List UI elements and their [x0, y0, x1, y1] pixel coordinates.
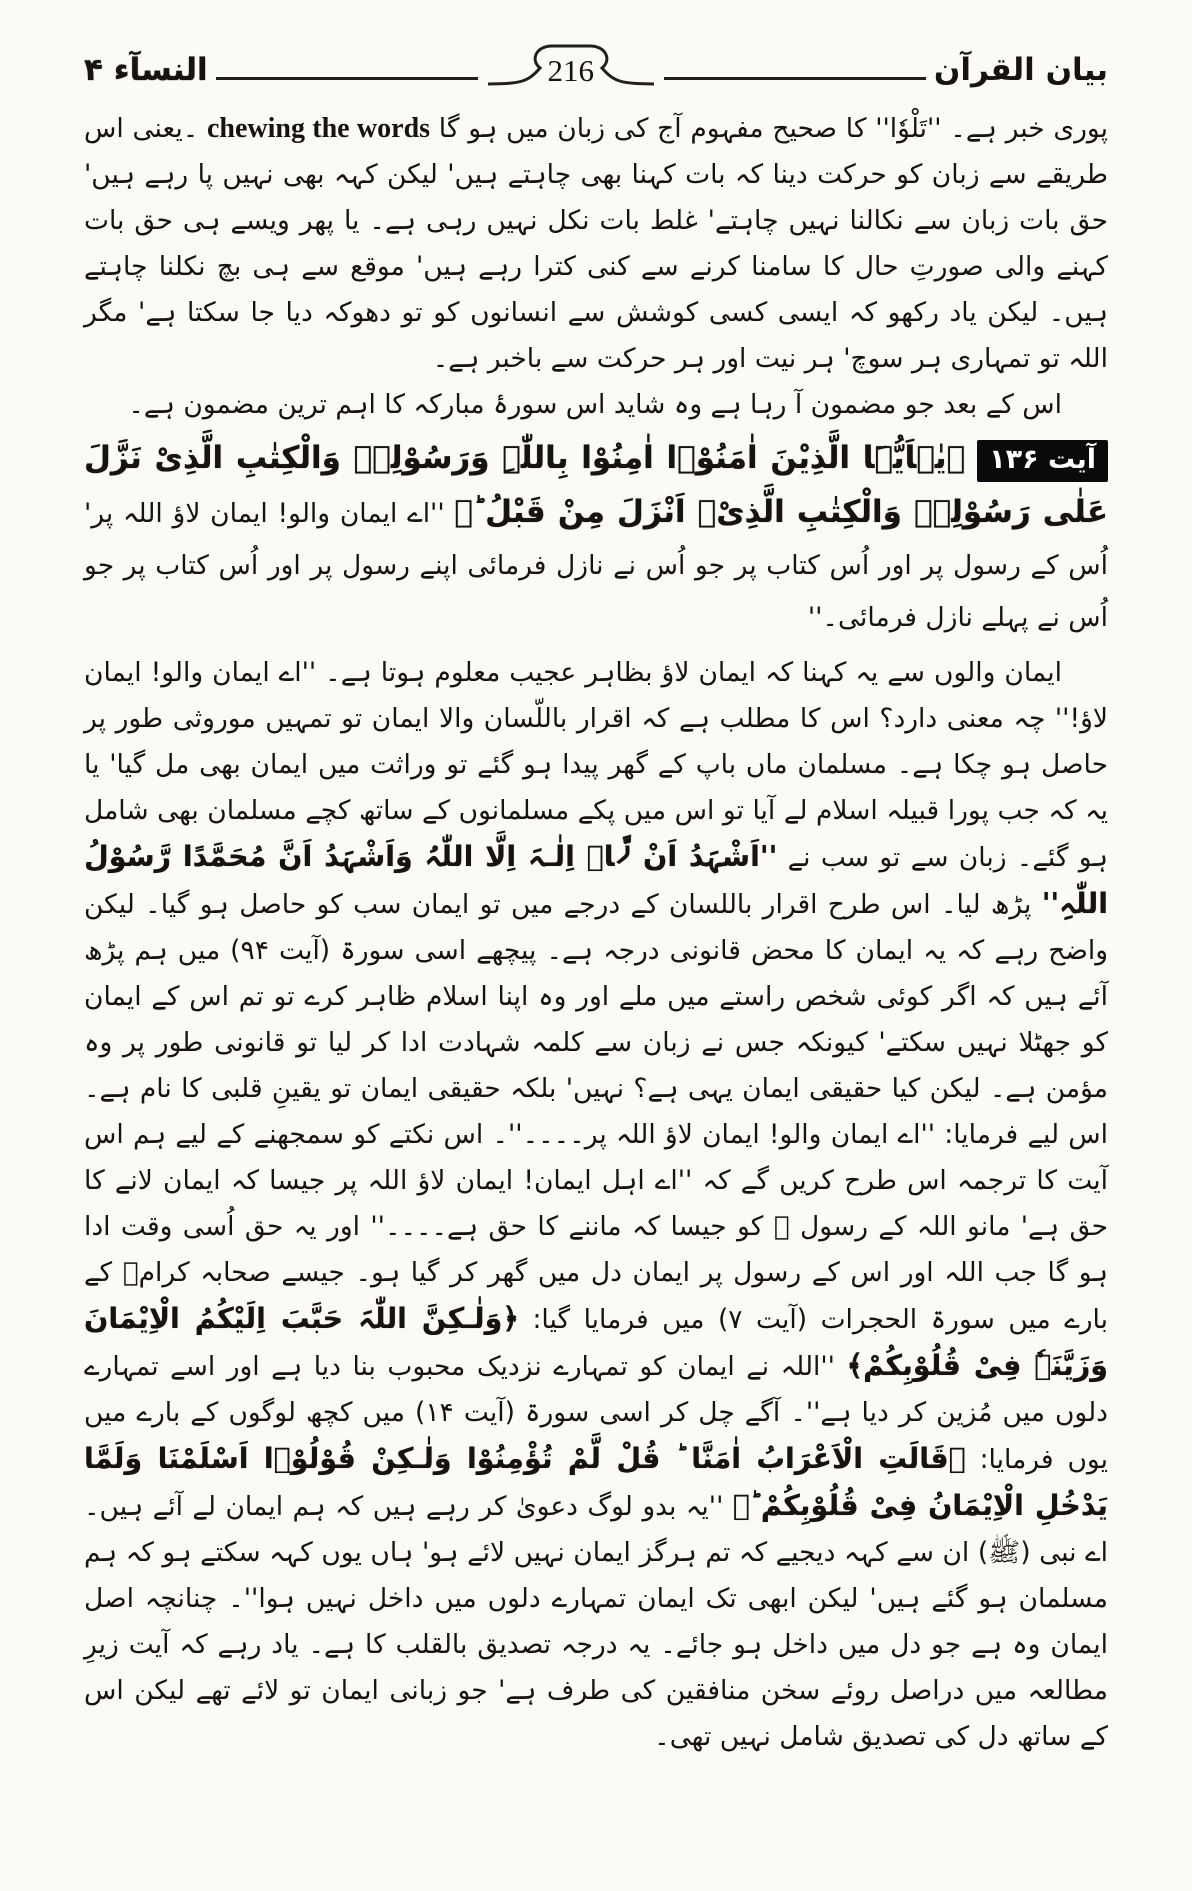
urdu-text: اس کے بعد جو مضمون آ رہا ہے وہ شاید اس سورۂ مبارکہ کا اہم ترین مضمون ہے۔	[128, 389, 1062, 420]
page-header	[84, 30, 1108, 94]
urdu-text: پڑھ لیا۔ اس طرح اقرار باللسان کے درجے میں تو ایمان سب کو حاصل ہو گیا۔ لیکن واضح رہے کہ یہ ایمان کا محض قانونی درجہ ہے۔ پیچھے اسی سورۃ (آیت ۹۴) میں ہم پڑھ آئے ہیں کہ اگر کوئی شخص راستے میں ملے اور وہ اپنا اسلام ظاہر کرے تو تم اس کے ایمان کو جھٹلا نہیں سکتے' کیونکہ جس نے زبان سے کلمہ شہادت ادا کر لیا تو قانونی طور پر وہ مؤمن ہے۔ لیکن کیا حقیقی ایمان یہی ہے؟ نہیں' بلکہ حقیقی ایمان تو یقینِ قلبی کا نام ہے۔ اس لیے فرمایا: ''اے ایمان والو! ایمان لاؤ اللہ پر۔۔۔۔''۔ اس نکتے کو سمجھنے کے لیے ہم اس آیت کا ترجمہ اس طرح کریں گے کہ ''اے اہل ایمان! ایمان لاؤ اللہ پر جیسا کہ ایمان لانے کا حق ہے' مانو اللہ کے رسول ﷺ کو جیسا کہ ماننے کا حق ہے۔۔۔۔'' اور یہ حق اُسی وقت ادا ہو گا جب اللہ اور اس کے رسول پر ایمان دل میں گھر کر گیا ہو۔ جیسے صحابہ کرامؓ کے بارے میں سورۃ الحجرات (آیت ۷) میں فرمایا گیا:	[84, 889, 1108, 1335]
paragraph-commentary	[84, 650, 1108, 1760]
header-rule-right	[664, 77, 926, 80]
urdu-text: پوری خبر ہے۔ ''تَلْوٗا'' کا صحیح مفہوم آج کی زبان میں ہو گا	[430, 113, 1108, 144]
urdu-text: ''یہ بدو لوگ دعویٰ کر رہے ہیں کہ ہم ایمان لے آئے ہیں۔ اے نبی (ﷺ) ان سے کہہ دیجیے کہ تم ہرگز ایمان نہیں لائے ہو' ہاں یوں کہہ سکتے ہو کہ ہم مسلمان ہو گئے ہیں' لیکن ابھی تک ایمان تمہارے دلوں میں داخل نہیں ہوا''۔ چنانچہ اصل ایمان وہ ہے جو دل میں داخل ہو جائے۔ یہ درجہ تصدیق بالقلب کا ہے۔ یاد رہے کہ آیت زیرِ مطالعہ میں دراصل روئے سخن منافقین کی طرف ہے' جو زبانی ایمان تو لائے تھے لیکن اس کے ساتھ دل کی تصدیق شامل نہیں تھی۔	[84, 1491, 1108, 1752]
urdu-text: ایمان والوں سے یہ کہنا کہ ایمان لاؤ بظاہر عجیب معلوم ہوتا ہے۔ ''اے ایمان والو! ایمان لاؤ!'' چہ معنی دارد؟ اس کا مطلب ہے کہ اقرار باللّسان والا ایمان تو تمہیں موروثی طور پر حاصل ہو چکا ہے۔ مسلمان ماں باپ کے گھر پیدا ہو گئے تو وراثت میں ایمان بھی مل گیا' یا یہ کہ جب پورا قبیلہ اسلام لے آیا تو اس میں پکے مسلمانوں کے ساتھ کچے مسلمان بھی شامل ہو گئے۔ زبان سے تو سب نے	[84, 657, 1108, 873]
urdu-text: ''اللہ نے ایمان کو تمہارے نزدیک محبوب بنا دیا ہے اور اسے تمہارے دلوں میں مُزین کر دیا ہے''۔ آگے چل کر اسی سورۃ (آیت ۱۴) میں کچھ لوگوں کے بارے میں یوں فرمایا:	[84, 1351, 1108, 1475]
header-rule-left	[216, 77, 478, 80]
arabic-quote-hujurat-14: ﴿قَالَتِ الْاَعْرَابُ اٰمَنَّا ؕ قُلْ لَّمْ تُؤْمِنُوْا وَلٰـکِنْ قُوْلُوْۤا اَسْلَمْنَا وَلَمَّا یَدْخُلِ الْاِیْمَانُ فِیْ قُلُوْبِکُمْ ؕ﴾	[84, 1442, 1108, 1522]
verse-block	[84, 432, 1108, 644]
book-title: بیان القرآن	[933, 52, 1108, 88]
arabic-quote-hujurat-7: ﴿وَلٰـکِنَّ اللّٰہَ حَبَّبَ اِلَیْکُمُ الْاِیْمَانَ وَزَیَّنَہٗ فِیْ قُلُوْبِکُمْ﴾	[84, 1302, 1108, 1382]
page-number-ornament	[486, 34, 656, 94]
arabic-quote-shahadah: ''اَشْہَدُ اَنْ لَّاۤ اِلٰـہَ اِلَّا اللّٰہُ وَاَشْہَدُ اَنَّ مُحَمَّدًا رَّسُوْلُ اللّٰہِ''	[84, 840, 1108, 920]
surah-label: النسآء ۴	[84, 52, 208, 88]
paragraph-continuation	[84, 106, 1108, 382]
english-phrase: chewing the words	[206, 113, 431, 144]
page-content	[84, 106, 1108, 1760]
ayah-number-badge: آیت ۱۳۶	[977, 440, 1108, 482]
paragraph-intro	[84, 382, 1108, 428]
quran-verse-arabic: ﴿یٰۤاَیُّہَا الَّذِیْنَ اٰمَنُوْۤا اٰمِنُوْا بِاللّٰہِ وَرَسُوْلِہٖ وَالْکِتٰبِ الَّذِیْ نَزَّلَ عَلٰی رَسُوْلِہٖ وَالْکِتٰبِ الَّذِیْۤ اَنْزَلَ مِنْ قَبْلُ ؕ﴾	[84, 440, 1108, 530]
urdu-text: ۔یعنی اس طریقے سے زبان کو حرکت دینا کہ بات کہنا بھی چاہتے ہیں' لیکن کہہ بھی نہیں پا رہے ہیں' حق بات زبان سے نکالنا نہیں چاہتے' غلط بات نکل نہیں رہی ہے۔ یا پھر ویسے ہی حق بات کہنے والی صورتِ حال کا سامنا کرنے سے کنی کترا رہے ہیں' موقع سے ہی بچ نکلنا چاہتے ہیں۔ لیکن یاد رکھو کہ ایسی کسی کوشش سے انسانوں کو تو دھوکہ دیا جا سکتا ہے' مگر اللہ تو تمہاری ہر سوچ' ہر نیت اور ہر حرکت سے باخبر ہے۔	[84, 113, 1108, 374]
verse-translation: ''اے ایمان والو! ایمان لاؤ اللہ پر' اُس کے رسول پر اور اُس کتاب پر جو اُس نے نازل فرمائی اپنے رسول پر اور اُس کتاب پر جو اُس نے پہلے نازل فرمائی۔''	[84, 498, 1108, 633]
page-number: 216	[547, 53, 595, 88]
